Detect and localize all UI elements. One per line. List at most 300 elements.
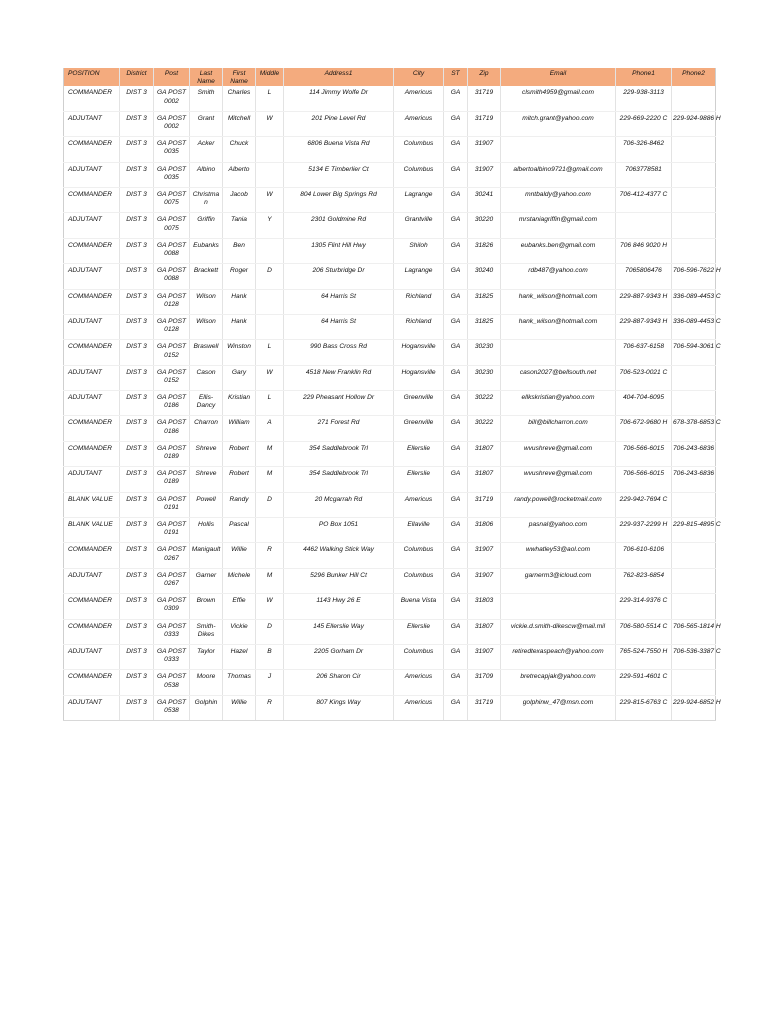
cell-email: randy.powell@rocketmail.com: [501, 492, 616, 517]
cell-position: ADJUTANT: [64, 645, 120, 670]
cell-position: ADJUTANT: [64, 314, 120, 339]
cell-zip: 31807: [468, 467, 501, 492]
cell-phone1: 706-610-6106: [616, 543, 672, 568]
cell-post: GA POST 0152: [154, 340, 190, 365]
cell-first-name: Tania: [223, 213, 256, 238]
cell-phone1: 706-523-0021 C: [616, 365, 672, 390]
cell-state: GA: [444, 365, 468, 390]
cell-first-name: Thomas: [223, 670, 256, 695]
column-header-first-name: First Name: [223, 68, 256, 86]
cell-post: GA POST 0035: [154, 137, 190, 162]
cell-email: [501, 340, 616, 365]
cell-state: GA: [444, 238, 468, 263]
cell-phone1: 229-937-2299 H: [616, 518, 672, 543]
cell-middle: R: [256, 695, 284, 720]
cell-phone2: 706-594-3061 C: [672, 340, 716, 365]
header-row: [64, 68, 716, 86]
column-header-address1: Address1: [284, 68, 394, 86]
cell-district: DIST 3: [120, 365, 154, 390]
cell-state: GA: [444, 594, 468, 619]
cell-phone2: 229-924-9886 H: [672, 111, 716, 136]
cell-email: golphinw_47@msn.com: [501, 695, 616, 720]
cell-phone2: [672, 162, 716, 187]
cell-zip: 31807: [468, 619, 501, 644]
cell-position: COMMANDER: [64, 289, 120, 314]
cell-phone2: [672, 594, 716, 619]
cell-post: GA POST 0128: [154, 289, 190, 314]
cell-phone1: 762-823-6854: [616, 568, 672, 593]
cell-middle: [256, 289, 284, 314]
cell-city: Americus: [394, 111, 444, 136]
cell-city: Columbus: [394, 568, 444, 593]
cell-city: Lagrange: [394, 264, 444, 289]
cell-position: ADJUTANT: [64, 365, 120, 390]
cell-state: GA: [444, 213, 468, 238]
cell-address1: 4518 New Franklin Rd: [284, 365, 394, 390]
cell-position: COMMANDER: [64, 86, 120, 111]
cell-address1: 354 Saddlebrook Trl: [284, 467, 394, 492]
cell-post: GA POST 0267: [154, 543, 190, 568]
cell-phone1: 706-566-6015: [616, 441, 672, 466]
cell-email: cason2027@bellsouth.net: [501, 365, 616, 390]
cell-middle: [256, 137, 284, 162]
cell-post: GA POST 0538: [154, 695, 190, 720]
cell-email: hank_wilson@hotmail.com: [501, 314, 616, 339]
cell-phone2: 678-378-6853 C: [672, 416, 716, 441]
cell-phone1: 229-938-3113: [616, 86, 672, 111]
cell-state: GA: [444, 441, 468, 466]
cell-first-name: Randy: [223, 492, 256, 517]
cell-state: GA: [444, 391, 468, 416]
cell-state: GA: [444, 264, 468, 289]
cell-district: DIST 3: [120, 111, 154, 136]
cell-post: GA POST 0002: [154, 111, 190, 136]
cell-first-name: Gary: [223, 365, 256, 390]
cell-middle: W: [256, 594, 284, 619]
table-row: [64, 264, 716, 289]
column-header-position: POSITION: [64, 68, 120, 86]
cell-last-name: Manigault: [190, 543, 223, 568]
cell-state: GA: [444, 518, 468, 543]
cell-address1: 807 Kings Way: [284, 695, 394, 720]
cell-district: DIST 3: [120, 213, 154, 238]
cell-middle: [256, 162, 284, 187]
cell-zip: 30222: [468, 416, 501, 441]
cell-middle: M: [256, 568, 284, 593]
cell-zip: 31825: [468, 289, 501, 314]
cell-address1: 206 Sharon Cir: [284, 670, 394, 695]
cell-phone2: 706-565-1814 H: [672, 619, 716, 644]
table-row: [64, 568, 716, 593]
cell-position: COMMANDER: [64, 416, 120, 441]
cell-city: Richland: [394, 314, 444, 339]
cell-state: GA: [444, 619, 468, 644]
cell-first-name: William: [223, 416, 256, 441]
cell-district: DIST 3: [120, 645, 154, 670]
table-row: [64, 314, 716, 339]
cell-last-name: Griffin: [190, 213, 223, 238]
cell-last-name: Acker: [190, 137, 223, 162]
cell-city: Greenville: [394, 391, 444, 416]
cell-middle: M: [256, 441, 284, 466]
cell-district: DIST 3: [120, 594, 154, 619]
cell-first-name: Hazel: [223, 645, 256, 670]
cell-position: COMMANDER: [64, 619, 120, 644]
cell-post: GA POST 0186: [154, 391, 190, 416]
cell-position: BLANK VALUE: [64, 492, 120, 517]
cell-address1: 1143 Hwy 26 E: [284, 594, 394, 619]
cell-city: Columbus: [394, 543, 444, 568]
cell-email: vickie.d.smith-dikescw@mail.mil: [501, 619, 616, 644]
table-row: [64, 594, 716, 619]
cell-middle: [256, 518, 284, 543]
cell-state: GA: [444, 492, 468, 517]
cell-state: GA: [444, 162, 468, 187]
cell-phone2: 706-596-7622 H: [672, 264, 716, 289]
cell-address1: 2205 Gorham Dr: [284, 645, 394, 670]
cell-zip: 30241: [468, 187, 501, 212]
cell-first-name: Jacob: [223, 187, 256, 212]
cell-position: COMMANDER: [64, 187, 120, 212]
table-row: [64, 645, 716, 670]
table-row: [64, 467, 716, 492]
cell-email: mntbaldy@yahoo.com: [501, 187, 616, 212]
cell-zip: 31907: [468, 137, 501, 162]
cell-last-name: Smith: [190, 86, 223, 111]
cell-zip: 31719: [468, 492, 501, 517]
cell-last-name: Ellis-Dancy: [190, 391, 223, 416]
cell-last-name: Wilson: [190, 314, 223, 339]
cell-district: DIST 3: [120, 543, 154, 568]
cell-email: bretrecapjak@yahoo.com: [501, 670, 616, 695]
cell-address1: PO Box 1051: [284, 518, 394, 543]
cell-address1: 20 Mcgarrah Rd: [284, 492, 394, 517]
cell-district: DIST 3: [120, 238, 154, 263]
cell-phone1: 706-672-9680 H: [616, 416, 672, 441]
cell-position: ADJUTANT: [64, 695, 120, 720]
table-row: [64, 619, 716, 644]
cell-district: DIST 3: [120, 670, 154, 695]
table-row: [64, 670, 716, 695]
cell-last-name: Taylor: [190, 645, 223, 670]
cell-zip: 31719: [468, 111, 501, 136]
cell-phone1: 706 846 9020 H: [616, 238, 672, 263]
cell-first-name: Ben: [223, 238, 256, 263]
cell-address1: 201 Pine Level Rd: [284, 111, 394, 136]
cell-phone1: 706-326-8462: [616, 137, 672, 162]
cell-phone1: 229-887-9343 H: [616, 314, 672, 339]
cell-city: Ellerslie: [394, 441, 444, 466]
cell-position: COMMANDER: [64, 340, 120, 365]
cell-email: mrstaniagriffin@gmail.com: [501, 213, 616, 238]
cell-zip: 31719: [468, 695, 501, 720]
cell-email: hank_wilson@hotmail.com: [501, 289, 616, 314]
cell-phone1: 7065806476: [616, 264, 672, 289]
cell-phone2: 229-924-6852 H: [672, 695, 716, 720]
cell-middle: Y: [256, 213, 284, 238]
cell-post: GA POST 0075: [154, 213, 190, 238]
cell-zip: 31803: [468, 594, 501, 619]
cell-middle: L: [256, 340, 284, 365]
cell-last-name: Brackett: [190, 264, 223, 289]
cell-middle: W: [256, 111, 284, 136]
cell-district: DIST 3: [120, 518, 154, 543]
cell-post: GA POST 0128: [154, 314, 190, 339]
cell-phone2: 336-089-4453 C: [672, 289, 716, 314]
cell-district: DIST 3: [120, 340, 154, 365]
cell-first-name: Roger: [223, 264, 256, 289]
cell-district: DIST 3: [120, 314, 154, 339]
cell-position: COMMANDER: [64, 137, 120, 162]
cell-district: DIST 3: [120, 391, 154, 416]
cell-position: ADJUTANT: [64, 162, 120, 187]
cell-email: ellkskristian@yahoo.com: [501, 391, 616, 416]
cell-zip: 31719: [468, 86, 501, 111]
cell-phone1: 229-314-9376 C: [616, 594, 672, 619]
cell-phone2: [672, 543, 716, 568]
table-row: [64, 518, 716, 543]
table-row: [64, 187, 716, 212]
cell-phone1: 706-637-6158: [616, 340, 672, 365]
cell-email: [501, 137, 616, 162]
cell-middle: L: [256, 391, 284, 416]
table-row: [64, 137, 716, 162]
cell-post: GA POST 0189: [154, 467, 190, 492]
cell-address1: 229 Pheasant Hollow Dr: [284, 391, 394, 416]
cell-middle: [256, 238, 284, 263]
cell-middle: W: [256, 187, 284, 212]
cell-address1: 804 Lower Big Springs Rd: [284, 187, 394, 212]
cell-middle: M: [256, 467, 284, 492]
cell-phone1: 229-942-7694 C: [616, 492, 672, 517]
cell-email: wwhatley53@aol.com: [501, 543, 616, 568]
cell-state: GA: [444, 670, 468, 695]
cell-district: DIST 3: [120, 416, 154, 441]
cell-post: GA POST 0333: [154, 619, 190, 644]
cell-phone1: 229-815-6763 C: [616, 695, 672, 720]
cell-post: GA POST 0075: [154, 187, 190, 212]
cell-post: GA POST 0186: [154, 416, 190, 441]
cell-state: GA: [444, 111, 468, 136]
cell-last-name: Eubanks: [190, 238, 223, 263]
cell-position: COMMANDER: [64, 441, 120, 466]
cell-state: GA: [444, 340, 468, 365]
cell-last-name: Grant: [190, 111, 223, 136]
cell-district: DIST 3: [120, 137, 154, 162]
cell-state: GA: [444, 416, 468, 441]
table-row: [64, 289, 716, 314]
cell-city: Americus: [394, 670, 444, 695]
cell-district: DIST 3: [120, 568, 154, 593]
cell-phone2: 229-815-4895 C: [672, 518, 716, 543]
cell-last-name: Wilson: [190, 289, 223, 314]
cell-phone2: [672, 365, 716, 390]
cell-state: GA: [444, 289, 468, 314]
cell-middle: R: [256, 543, 284, 568]
table-row: [64, 238, 716, 263]
cell-zip: 30220: [468, 213, 501, 238]
cell-city: Columbus: [394, 162, 444, 187]
cell-last-name: Shreve: [190, 467, 223, 492]
cell-phone1: 706-580-5514 C: [616, 619, 672, 644]
cell-address1: 354 Saddlebrook Trl: [284, 441, 394, 466]
column-header-email: Email: [501, 68, 616, 86]
table-row: [64, 492, 716, 517]
cell-phone1: 765-524-7550 H: [616, 645, 672, 670]
cell-zip: 30222: [468, 391, 501, 416]
cell-email: pasnal@yahoo.com: [501, 518, 616, 543]
cell-last-name: Braswell: [190, 340, 223, 365]
cell-zip: 30230: [468, 365, 501, 390]
cell-post: GA POST 0189: [154, 441, 190, 466]
cell-last-name: Brown: [190, 594, 223, 619]
cell-post: GA POST 0538: [154, 670, 190, 695]
table-row: [64, 86, 716, 111]
cell-phone2: 706-243-6836: [672, 467, 716, 492]
cell-position: BLANK VALUE: [64, 518, 120, 543]
cell-phone2: [672, 391, 716, 416]
cell-post: GA POST 0002: [154, 86, 190, 111]
cell-last-name: Shreve: [190, 441, 223, 466]
cell-email: bill@billcharron.com: [501, 416, 616, 441]
cell-email: eubanks.ben@gmail.com: [501, 238, 616, 263]
cell-zip: 31709: [468, 670, 501, 695]
cell-phone2: [672, 670, 716, 695]
cell-last-name: Moore: [190, 670, 223, 695]
cell-district: DIST 3: [120, 162, 154, 187]
table-body: [64, 86, 721, 720]
cell-first-name: Hank: [223, 314, 256, 339]
cell-phone2: [672, 213, 716, 238]
column-header-state: ST: [444, 68, 468, 86]
cell-city: Buena Vista: [394, 594, 444, 619]
cell-post: GA POST 0088: [154, 238, 190, 263]
cell-middle: L: [256, 86, 284, 111]
cell-state: GA: [444, 568, 468, 593]
cell-first-name: Alberto: [223, 162, 256, 187]
cell-district: DIST 3: [120, 492, 154, 517]
cell-first-name: Vickie: [223, 619, 256, 644]
cell-phone2: [672, 238, 716, 263]
cell-city: Grantville: [394, 213, 444, 238]
cell-city: Americus: [394, 86, 444, 111]
table-row: [64, 213, 716, 238]
cell-last-name: Charron: [190, 416, 223, 441]
cell-email: [501, 594, 616, 619]
cell-last-name: Albino: [190, 162, 223, 187]
cell-address1: 145 Ellerslie Way: [284, 619, 394, 644]
cell-zip: 31907: [468, 162, 501, 187]
column-header-last-name: Last Name: [190, 68, 223, 86]
cell-zip: 31825: [468, 314, 501, 339]
cell-address1: 64 Harris St: [284, 289, 394, 314]
cell-email: retiredtexaspeach@yahoo.com: [501, 645, 616, 670]
cell-email: wvushreve@gmail.com: [501, 467, 616, 492]
cell-phone1: 229-591-4601 C: [616, 670, 672, 695]
cell-middle: D: [256, 619, 284, 644]
cell-last-name: Hollis: [190, 518, 223, 543]
cell-city: Lagrange: [394, 187, 444, 212]
cell-phone1: 229-887-9343 H: [616, 289, 672, 314]
cell-first-name: Effie: [223, 594, 256, 619]
cell-city: Greenville: [394, 416, 444, 441]
cell-first-name: Michele: [223, 568, 256, 593]
table-row: [64, 391, 716, 416]
cell-address1: 114 Jimmy Wolfe Dr: [284, 86, 394, 111]
cell-state: GA: [444, 467, 468, 492]
cell-post: GA POST 0191: [154, 518, 190, 543]
cell-email: wvushreve@gmail.com: [501, 441, 616, 466]
cell-position: ADJUTANT: [64, 391, 120, 416]
cell-state: GA: [444, 645, 468, 670]
cell-state: GA: [444, 314, 468, 339]
cell-city: Ellerslie: [394, 619, 444, 644]
cell-district: DIST 3: [120, 467, 154, 492]
cell-first-name: Mitchell: [223, 111, 256, 136]
cell-email: rdb487@yahoo.com: [501, 264, 616, 289]
cell-address1: 1305 Flint Hill Hwy: [284, 238, 394, 263]
table-row: [64, 340, 716, 365]
cell-address1: 271 Forest Rd: [284, 416, 394, 441]
cell-address1: 990 Bass Cross Rd: [284, 340, 394, 365]
cell-first-name: Winston: [223, 340, 256, 365]
cell-city: Hogansville: [394, 340, 444, 365]
cell-zip: 30230: [468, 340, 501, 365]
cell-post: GA POST 0267: [154, 568, 190, 593]
cell-last-name: Powell: [190, 492, 223, 517]
column-header-zip: Zip: [468, 68, 501, 86]
table-row: [64, 695, 716, 720]
cell-first-name: Charles: [223, 86, 256, 111]
cell-middle: W: [256, 365, 284, 390]
cell-phone1: [616, 213, 672, 238]
cell-district: DIST 3: [120, 289, 154, 314]
cell-position: ADJUTANT: [64, 111, 120, 136]
cell-phone1: 706-412-4377 C: [616, 187, 672, 212]
cell-phone2: 706-536-3387 C: [672, 645, 716, 670]
cell-position: ADJUTANT: [64, 467, 120, 492]
cell-address1: 5134 E Timberlier Ct: [284, 162, 394, 187]
cell-city: Columbus: [394, 137, 444, 162]
column-header-post: Post: [154, 68, 190, 86]
cell-district: DIST 3: [120, 264, 154, 289]
cell-position: COMMANDER: [64, 670, 120, 695]
cell-position: COMMANDER: [64, 594, 120, 619]
table-row: [64, 543, 716, 568]
cell-phone2: [672, 568, 716, 593]
cell-district: DIST 3: [120, 86, 154, 111]
cell-phone2: [672, 492, 716, 517]
cell-post: GA POST 0333: [154, 645, 190, 670]
cell-last-name: Cason: [190, 365, 223, 390]
cell-district: DIST 3: [120, 695, 154, 720]
cell-middle: [256, 314, 284, 339]
cell-position: COMMANDER: [64, 238, 120, 263]
cell-phone2: [672, 187, 716, 212]
cell-email: mitch.grant@yahoo.com: [501, 111, 616, 136]
cell-post: GA POST 0309: [154, 594, 190, 619]
cell-address1: 2301 Goldmine Rd: [284, 213, 394, 238]
cell-middle: A: [256, 416, 284, 441]
cell-phone2: 336-089-4453 C: [672, 314, 716, 339]
column-header-city: City: [394, 68, 444, 86]
cell-city: Hogansville: [394, 365, 444, 390]
cell-email: garnerm3@icloud.com: [501, 568, 616, 593]
cell-email: clsmith4959@gmail.com: [501, 86, 616, 111]
column-header-phone2: Phone2: [672, 68, 716, 86]
cell-address1: 64 Harris St: [284, 314, 394, 339]
cell-first-name: Kristian: [223, 391, 256, 416]
